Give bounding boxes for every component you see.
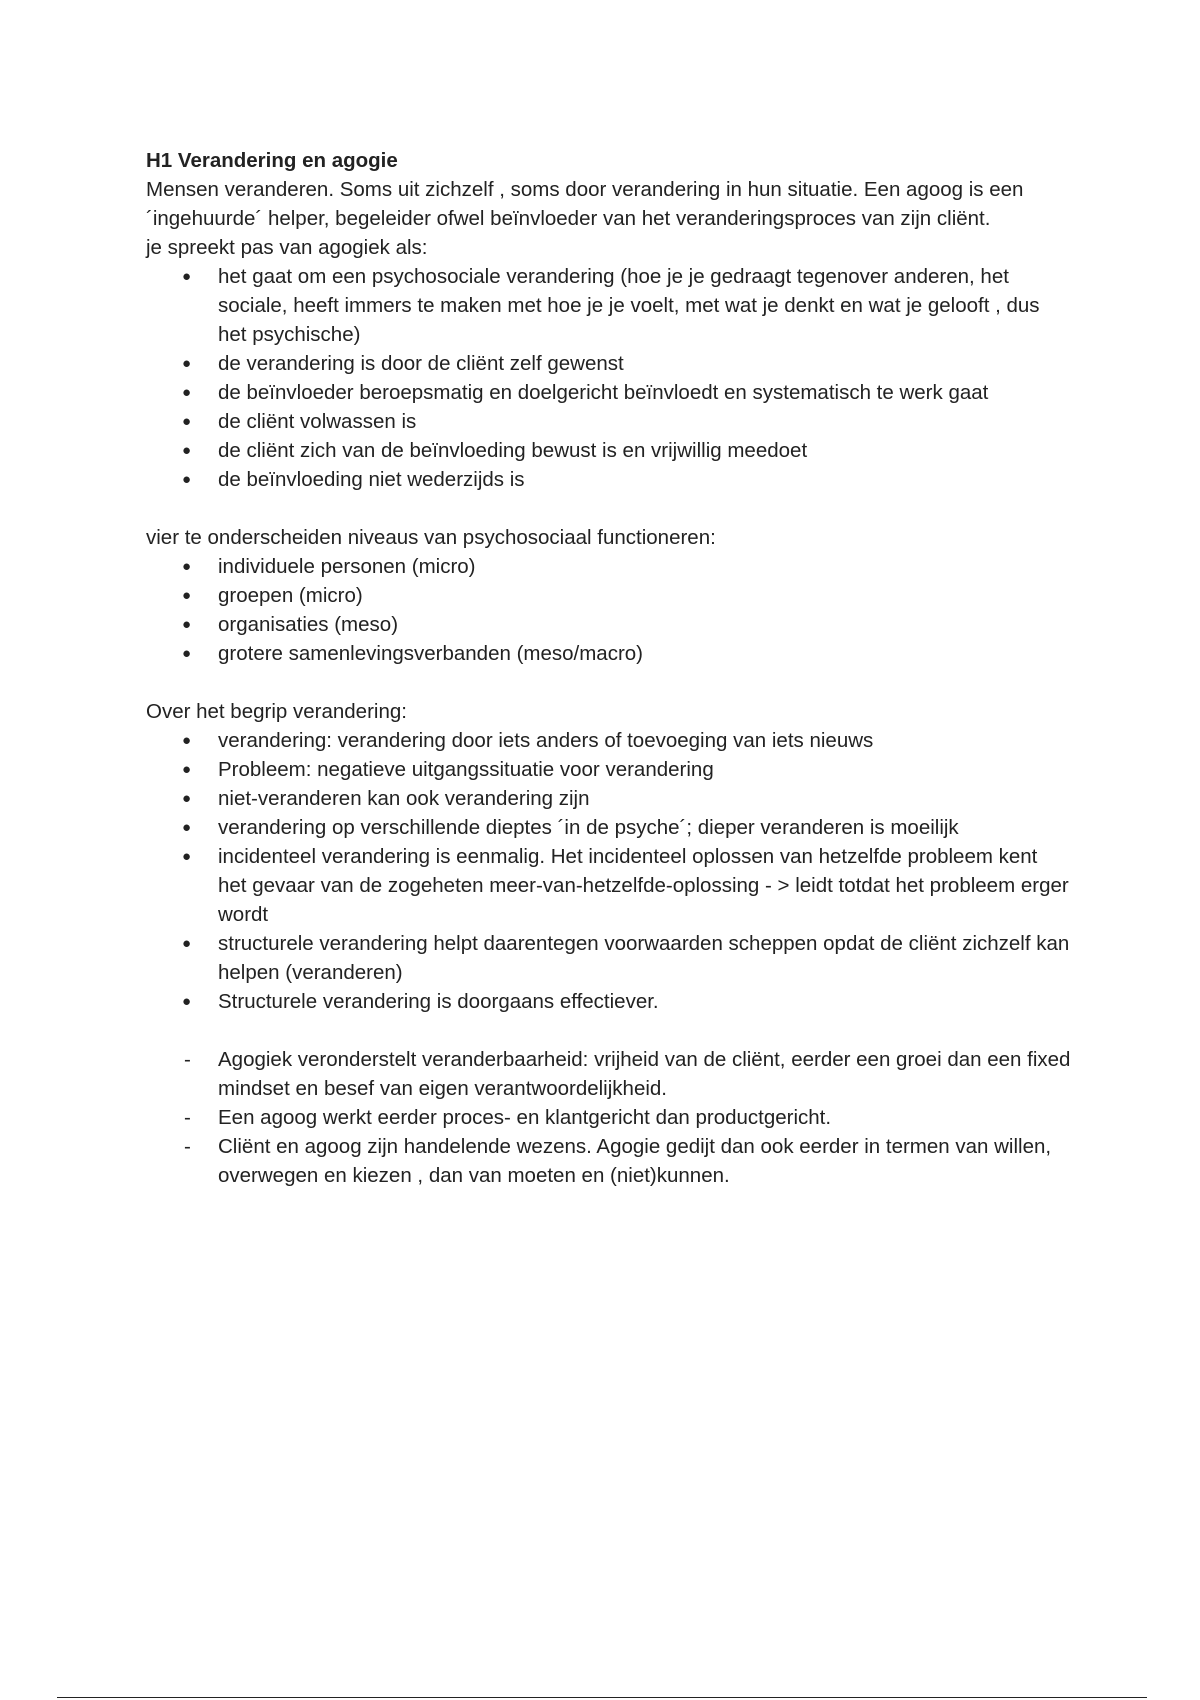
- bottom-divider: [57, 1697, 1147, 1698]
- document-page: [146, 146, 1071, 1190]
- list-item: ● de beïnvloeding niet wederzijds is: [146, 465, 1071, 494]
- begrip-list: [146, 726, 1071, 1016]
- list-item: ● incidenteel verandering is eenmalig. Het incidenteel oplossen van hetzelfde probleem kent het gevaar van de zogeheten meer-van-hetzelfde-oplossing - > leidt totdat het probleem erger wordt: [146, 842, 1071, 929]
- list-item: ● Structurele verandering is doorgaans effectiever.: [146, 987, 1071, 1016]
- list-item: ● organisaties (meso): [146, 610, 1071, 639]
- niveaus-heading: vier te onderscheiden niveaus van psychosociaal functioneren:: [146, 526, 716, 549]
- list-item: ● verandering: verandering door iets anders of toevoeging van iets nieuws: [146, 726, 1071, 755]
- intro-paragraph: Mensen veranderen. Soms uit zichzelf , soms door verandering in hun situatie. Een agoog is een ´ingehuurde´ helper, begeleider ofwel beïnvloeder van het veranderingsproces van zijn cliënt.: [146, 178, 1024, 230]
- spacer: [146, 494, 1071, 523]
- list-item: ● het gaat om een psychosociale verandering (hoe je je gedraagt tegenover anderen, het sociale, heeft immers te maken met hoe je je voelt, met wat je denkt en wat je gelooft , dus het psychische): [146, 262, 1071, 349]
- dash-item: - Agogiek veronderstelt veranderbaarheid: vrijheid van de cliënt, eerder een groei dan een fixed mindset en besef van eigen verantwoordelijkheid.: [146, 1045, 1071, 1103]
- list-item: ● grotere samenlevingsverbanden (meso/macro): [146, 639, 1071, 668]
- list-item: ● de beïnvloeder beroepsmatig en doelgericht beïnvloedt en systematisch te werk gaat: [146, 378, 1071, 407]
- agogiek-list: [146, 262, 1071, 494]
- agogiek-heading: je spreekt pas van agogiek als:: [146, 236, 428, 259]
- list-item: ● de verandering is door de cliënt zelf gewenst: [146, 349, 1071, 378]
- list-item: ● Probleem: negatieve uitgangssituatie voor verandering: [146, 755, 1071, 784]
- list-item: ● de cliënt zich van de beïnvloeding bewust is en vrijwillig meedoet: [146, 436, 1071, 465]
- stellingen-list: [146, 1045, 1071, 1190]
- dash-item: - Cliënt en agoog zijn handelende wezens. Agogie gedijt dan ook eerder in termen van willen, overwegen en kiezen , dan van moeten en (niet)kunnen.: [146, 1132, 1071, 1190]
- begrip-heading: Over het begrip verandering:: [146, 700, 407, 723]
- list-item: ● de cliënt volwassen is: [146, 407, 1071, 436]
- list-item: ● niet-veranderen kan ook verandering zijn: [146, 784, 1071, 813]
- spacer: [146, 1016, 1071, 1045]
- page-title: H1 Verandering en agogie: [146, 149, 398, 172]
- niveaus-list: [146, 552, 1071, 668]
- dash-item: - Een agoog werkt eerder proces- en klantgericht dan productgericht.: [146, 1103, 1071, 1132]
- list-item: ● structurele verandering helpt daarentegen voorwaarden scheppen opdat de cliënt zichzelf kan helpen (veranderen): [146, 929, 1071, 987]
- list-item: ● groepen (micro): [146, 581, 1071, 610]
- spacer: [146, 668, 1071, 697]
- list-item: ● individuele personen (micro): [146, 552, 1071, 581]
- list-item: ● verandering op verschillende dieptes ´in de psyche´; dieper veranderen is moeilijk: [146, 813, 1071, 842]
